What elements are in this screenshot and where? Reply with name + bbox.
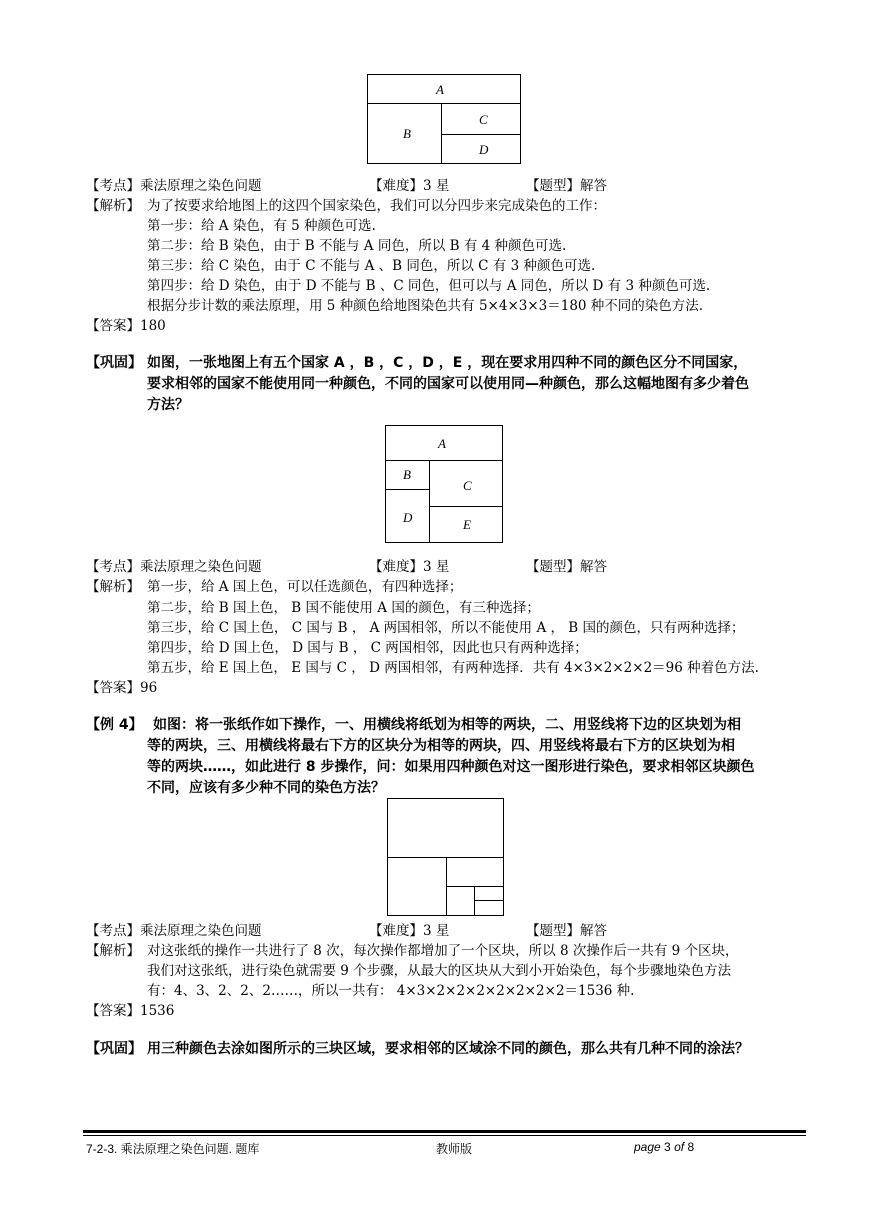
nandu-label: 【难度】 — [369, 178, 423, 194]
jiexi-line: 第四步：给 D 染色，由于 D 不能与 B 、C 同色，但可以与 A 同色，所以 D 有 3 种颜色可选. — [147, 278, 711, 294]
daan-value: 180 — [140, 318, 166, 334]
tixing-value: 解答 — [580, 178, 607, 194]
nandu-label: 【难度】 — [369, 923, 423, 939]
question-line: 方法？ — [147, 397, 189, 413]
answer — [86, 1002, 174, 1020]
footer-page — [634, 1140, 694, 1154]
nandu-label: 【难度】 — [369, 559, 423, 575]
jiexi-line: 第二步：给 B 染色，由于 B 不能与 A 同色，所以 B 有 4 种颜色可选. — [147, 238, 567, 254]
tixing-label: 【题型】 — [526, 923, 580, 939]
question-line: 要求相邻的国家不能使用同一种颜色，不同的国家可以使用同—种颜色，那么这幅地图有多少着色 — [147, 376, 749, 392]
daan-label: 【答案】 — [86, 318, 140, 334]
fig1-label-b: B — [403, 126, 411, 141]
kaodian-value: 乘法原理之染色问题 — [140, 559, 262, 575]
jiexi-line: 为了按要求给地图上的这四个国家染色，我们可以分四步来完成染色的工作： — [147, 198, 606, 214]
answer — [86, 317, 166, 335]
jiexi-line: 第一步，给 A 国上色，可以任选颜色，有四种选择； — [147, 579, 463, 595]
tixing-value: 解答 — [580, 923, 607, 939]
question-text: 用三种颜色去涂如图所示的三块区域，要求相邻的区域涂不同的颜色，那么共有几种不同的涂法？ — [147, 1041, 749, 1057]
jiexi-line: 第五步，给 E 国上色， E 国与 C ， D 两国相邻，有两种选择．共有 4×3×2×2×2＝96 种着色方法. — [147, 660, 759, 676]
question-line: 不同，应该有多少种不同的染色方法？ — [147, 780, 385, 796]
jiexi-label: 【解析】 — [86, 198, 140, 214]
nandu-value: 3 星 — [423, 923, 450, 939]
question-line: 等的两块……，如此进行 8 步操作，问：如果用四种颜色对这一图形进行染色，要求相邻区块颜色 — [147, 759, 755, 775]
fig2-label-b: B — [403, 467, 411, 482]
daan-value: 1536 — [140, 1003, 175, 1019]
jiexi-line: 第三步，给 C 国上色， C 国与 B ， A 两国相邻，所以不能使用 A ， B 国的颜色，只有两种选择； — [147, 620, 745, 636]
jiexi-line: 第四步，给 D 国上色， D 国与 B ， C 两国相邻，因此也只有两种选择； — [147, 640, 588, 656]
daan-label: 【答案】 — [86, 1003, 140, 1019]
question-line: 如图，一张地图上有五个国家 A ，B ，C ，D ，E ，现在要求用四种不同的颜色区分不同国家， — [147, 355, 748, 371]
daan-label: 【答案】 — [86, 680, 140, 696]
tixing-label: 【题型】 — [526, 178, 580, 194]
kaodian-value: 乘法原理之染色问题 — [140, 923, 262, 939]
page-total: 8 — [687, 1140, 695, 1154]
answer — [86, 679, 157, 697]
fig2-label-c: C — [463, 478, 472, 493]
jiexi-line: 第一步：给 A 染色，有 5 种颜色可选. — [147, 218, 376, 234]
kaodian-label: 【考点】 — [86, 559, 140, 575]
page-word: page — [634, 1140, 661, 1154]
jiexi-label: 【解析】 — [86, 579, 140, 595]
jiexi-line: 第二步，给 B 国上色， B 国不能使用 A 国的颜色，有三种选择； — [147, 600, 540, 616]
jiexi-label: 【解析】 — [86, 943, 140, 959]
of-word: of — [674, 1140, 685, 1154]
footer-rule-thin — [83, 1135, 806, 1136]
footer-left: 7-2-3. 乘法原理之染色问题. 题库 — [86, 1142, 260, 1156]
jiexi-line: 根据分步计数的乘法原理，用 5 种颜色给地图染色共有 5×4×3×3＝180 种不同的染色方法. — [147, 298, 704, 314]
tixing-value: 解答 — [580, 559, 607, 575]
jiexi-line: 对这张纸的操作一共进行了 8 次，每次操作都增加了一个区块，所以 8 次操作后一共有 9 个区块， — [147, 943, 739, 959]
fig1-label-a: A — [436, 82, 444, 97]
question-label: 【巩固】 — [86, 1041, 142, 1057]
page-number: 3 — [664, 1140, 671, 1154]
fig2-label-e: E — [463, 517, 471, 532]
question-line: 如图：将一张纸作如下操作，一、用横线将纸划为相等的两块，二、用竖线将下边的区块划为相 — [153, 717, 741, 733]
fig2-label-a: A — [438, 436, 446, 451]
kaodian-label: 【考点】 — [86, 178, 140, 194]
question-line: 等的两块，三、用横线将最右下方的区块分为相等的两块，四、用竖线将最右下方的区块划为相 — [147, 738, 735, 754]
nandu-value: 3 星 — [423, 559, 450, 575]
jiexi-line: 我们对这张纸，进行染色就需要 9 个步骤，从最大的区块从大到小开始染色，每个步骤地染色方法 — [147, 963, 732, 979]
figure-2 — [385, 425, 503, 543]
tixing-label: 【题型】 — [526, 559, 580, 575]
fig1-label-d: D — [479, 142, 489, 157]
fig1-label-c: C — [479, 112, 488, 127]
figure-1 — [367, 74, 521, 164]
jiexi-line: 第三步：给 C 染色，由于 C 不能与 A 、B 同色，所以 C 有 3 种颜色可选. — [147, 258, 596, 274]
footer-rule-thick — [83, 1130, 806, 1133]
figure-3 — [387, 798, 504, 916]
jiexi-line: 有：4、3、2、2、2……，所以一共有： 4×3×2×2×2×2×2×2×2＝1536 种. — [147, 983, 635, 999]
kaodian-value: 乘法原理之染色问题 — [140, 178, 262, 194]
nandu-value: 3 星 — [423, 178, 450, 194]
question-label: 【例 4】 — [86, 717, 143, 733]
daan-value: 96 — [140, 680, 158, 696]
fig2-label-d: D — [403, 510, 413, 525]
kaodian-label: 【考点】 — [86, 923, 140, 939]
question-label: 【巩固】 — [86, 355, 142, 371]
footer-center: 教师版 — [436, 1142, 473, 1156]
